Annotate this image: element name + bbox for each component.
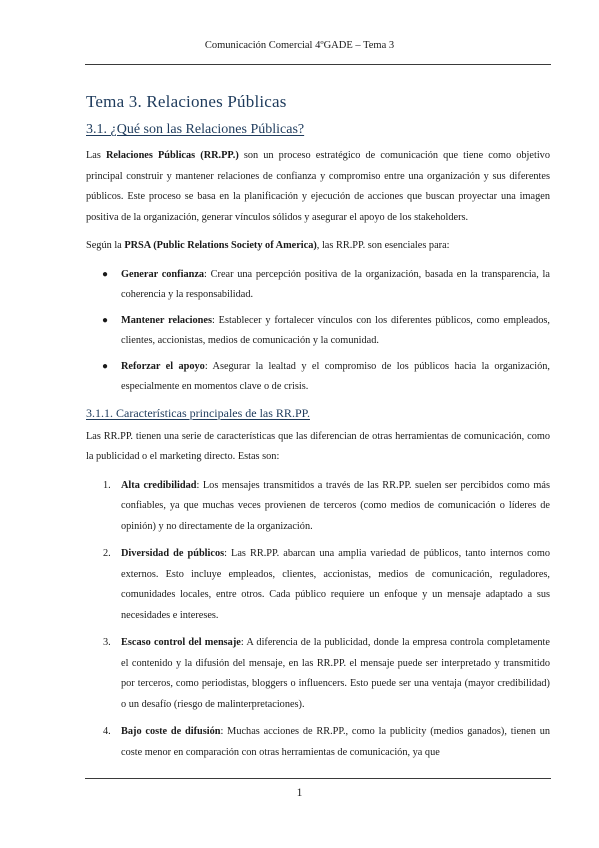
item-number: 2.: [103, 548, 111, 559]
bullet-dot-icon: ●: [102, 314, 109, 326]
item-bold-term: Diversidad de públicos: [121, 548, 225, 559]
item-bold-term: Escaso control del mensaje: [121, 637, 241, 648]
numbered-item: [86, 476, 550, 538]
footer-rule: [85, 778, 551, 779]
item-text: : Las RR.PP. abarcan una amplia variedad de públicos, tanto internos como externos. Esto incluye empleados, clientes, accionistas, medios de comunicación, reguladores, comunidades locales, entre otros. Cada público requiere un enfoque y un mensaje adaptado a sus necesidades e intereses.: [121, 548, 550, 621]
bullet-dot-icon: ●: [102, 268, 109, 280]
bullet-item: [86, 265, 550, 306]
bullet-bold-term: Reforzar el apoyo: [121, 360, 205, 372]
intro-text-after: son un proceso estratégico de comunicación que tiene como objetivo principal construir y mantener relaciones de confianza y compromiso entre una organización y sus diferentes públicos. Este proceso se basa en la planificación y ejecución de acciones que buscan proyectar una imagen positiva de la organización, generar vínculos sólidos y asegurar el apoyo de los stakeholders.: [86, 150, 550, 223]
intro-bold-term: Relaciones Públicas (RR.PP.): [105, 150, 239, 161]
item-text: : A diferencia de la publicidad, donde la empresa controla completamente el contenido y la difusión del mensaje, en las RR.PP. el mensaje puede ser interpretado y transmitido por terceros, como periodistas, bloggers o influencers. Esto puede ser una ventaja (mayor credibilidad) o un desafío (riesgo de malinterpretaciones).: [121, 637, 550, 710]
intro-text-before: Las: [86, 150, 106, 161]
item-text: : Muchas acciones de RR.PP., como la publicity (medios ganados), tienen un coste menor en comparación con otras herramientas de comunicación, ya que: [121, 726, 550, 758]
document-body: [86, 92, 550, 770]
bullet-bold-term: Mantener relaciones: [121, 314, 212, 326]
item-bold-term: Alta credibilidad: [121, 479, 197, 491]
bullet-text: : Asegurar la lealtad y el compromiso de los públicos hacia la organización, especialmente en momentos clave o de crisis.: [121, 360, 550, 392]
numbered-item: [86, 633, 550, 715]
item-text: : Los mensajes transmitidos a través de las RR.PP. suelen ser percibidos como más confiables, ya que muchas veces provienen de terceros (como medios de comunicación o líderes de opinión) y no directamente de la organización.: [121, 479, 550, 532]
section-heading-3-1: 3.1. ¿Qué son las Relaciones Públicas?: [86, 122, 305, 137]
item-number: 4.: [103, 726, 111, 737]
characteristics-list: [86, 476, 550, 764]
prsa-text-after: , las RR.PP. son esenciales para:: [316, 240, 450, 251]
document-title: Tema 3. Relaciones Públicas: [86, 92, 287, 111]
item-number: 1.: [103, 479, 111, 491]
characteristics-intro: Las RR.PP. tienen una serie de características que las diferencian de otras herramientas de comunicación, como la publicidad o el marketing directo. Estas son:: [86, 430, 550, 462]
header-rule: [85, 64, 551, 65]
intro-paragraph: [86, 146, 550, 228]
item-number: 3.: [103, 637, 111, 648]
bullet-item: [86, 311, 550, 352]
prsa-bold-term: PRSA (Public Relations Society of America): [124, 240, 317, 251]
prsa-paragraph: [86, 236, 550, 257]
prsa-text-before: Según la: [86, 240, 125, 251]
bullet-bold-term: Generar confianza: [121, 268, 205, 280]
prsa-bullet-list: [86, 265, 550, 398]
page-number: 1: [296, 787, 303, 799]
page-header: Comunicación Comercial 4ºGADE – Tema 3: [204, 40, 395, 51]
item-bold-term: Bajo coste de difusión: [121, 726, 221, 737]
numbered-item: [86, 544, 550, 626]
bullet-text: : Establecer y fortalecer vínculos con los diferentes públicos, como empleados, clientes, accionistas, medios de comunicación y la comunidad.: [121, 314, 550, 346]
bullet-dot-icon: ●: [102, 360, 109, 372]
bullet-text: : Crear una percepción positiva de la organización, basada en la transparencia, la coherencia y la responsabilidad.: [121, 268, 550, 300]
section-heading-3-1-1: 3.1.1. Características principales de las RR.PP.: [86, 405, 310, 420]
numbered-item: [86, 722, 550, 763]
bullet-item: [86, 357, 550, 398]
